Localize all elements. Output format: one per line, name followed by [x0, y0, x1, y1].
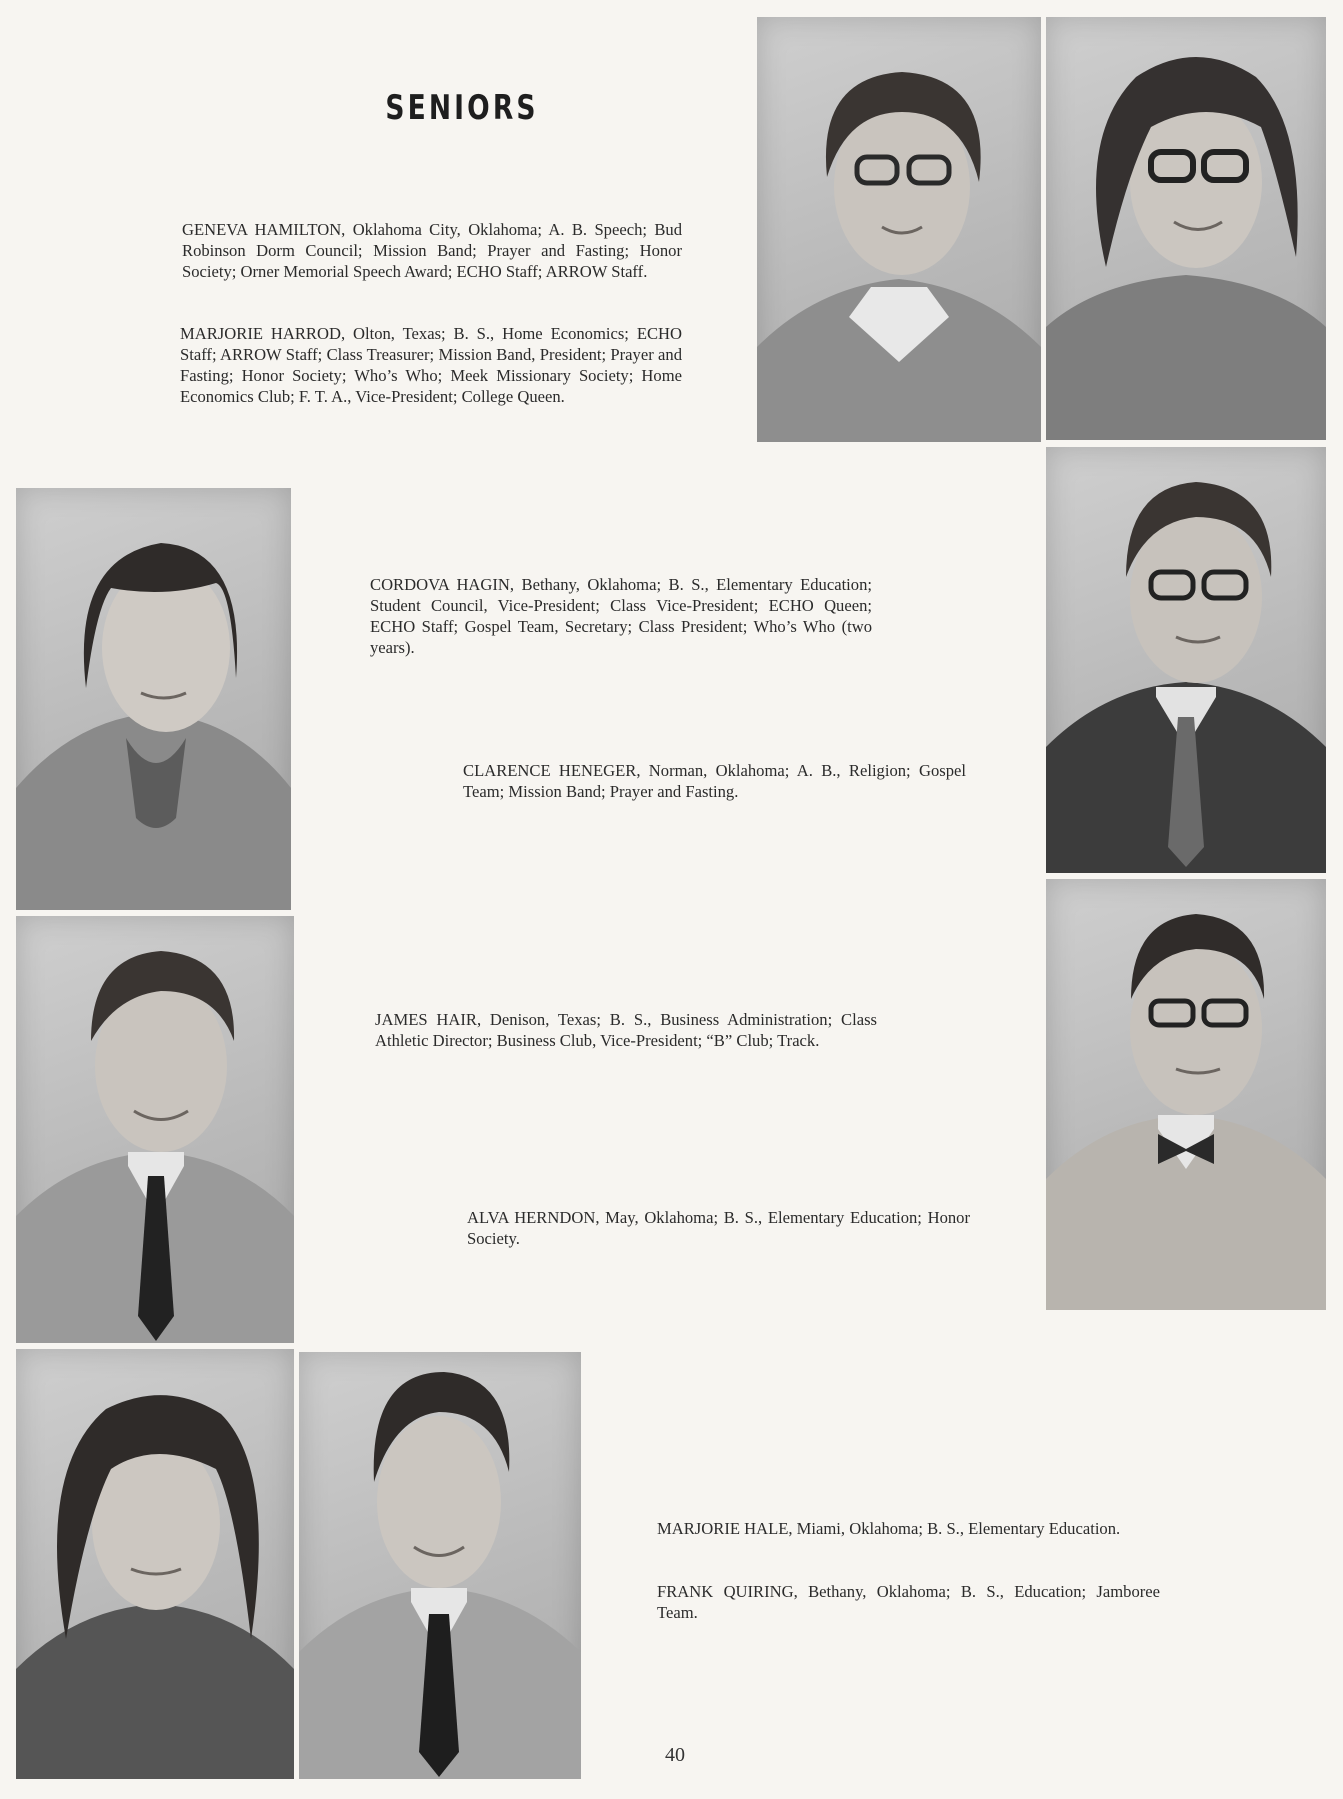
- portrait-cordova-hagin: [16, 488, 291, 910]
- bio-geneva-hamilton: GENEVA HAMILTON, Oklahoma City, Oklahoma; A. B. Speech; Bud Robinson Dorm Council; Mission Band; Prayer and Fasting; Honor Society; Orner Memorial Speech Award; ECHO Staff; ARROW Staff.: [182, 220, 682, 281]
- bio-james-hair: JAMES HAIR, Denison, Texas; B. S., Business Administration; Class Athletic Director; Business Club, Vice-President; “B” Club; Track.: [375, 1010, 877, 1050]
- portrait-james-hair: [16, 916, 294, 1343]
- portrait-marjorie-hale: [16, 1349, 294, 1779]
- page-number: 40: [665, 1744, 685, 1766]
- portrait-frank-quiring: [299, 1352, 581, 1779]
- portrait-clarence-heneger: [1046, 447, 1326, 873]
- portrait-geneva-hamilton: [757, 17, 1041, 442]
- bio-clarence-heneger: CLARENCE HENEGER, Norman, Oklahoma; A. B., Religion; Gospel Team; Mission Band; Prayer and Fasting.: [463, 761, 966, 801]
- bio-frank-quiring: FRANK QUIRING, Bethany, Oklahoma; B. S., Education; Jamboree Team.: [657, 1582, 1160, 1622]
- portrait-marjorie-harrod: [1046, 17, 1326, 440]
- bio-marjorie-hale: MARJORIE HALE, Miami, Oklahoma; B. S., Elementary Education.: [657, 1519, 1121, 1538]
- bio-marjorie-harrod: MARJORIE HARROD, Olton, Texas; B. S., Home Economics; ECHO Staff; ARROW Staff; Class Treasurer; Mission Band, President; Prayer and Fasting; Honor Society; Who’s Who; Meek Missionary Society; Home Economics Club; F. T. A., Vice-President; College Queen.: [180, 324, 682, 406]
- bio-cordova-hagin: CORDOVA HAGIN, Bethany, Oklahoma; B. S., Elementary Education; Student Council, Vice-President; Class Vice-President; ECHO Queen; ECHO Staff; Gospel Team, Secretary; Class President; Who’s Who (two years).: [370, 575, 872, 657]
- bio-alva-herndon: ALVA HERNDON, May, Oklahoma; B. S., Elementary Education; Honor Society.: [467, 1208, 970, 1248]
- portrait-alva-herndon: [1046, 879, 1326, 1310]
- page-title: SENIORS: [385, 88, 539, 128]
